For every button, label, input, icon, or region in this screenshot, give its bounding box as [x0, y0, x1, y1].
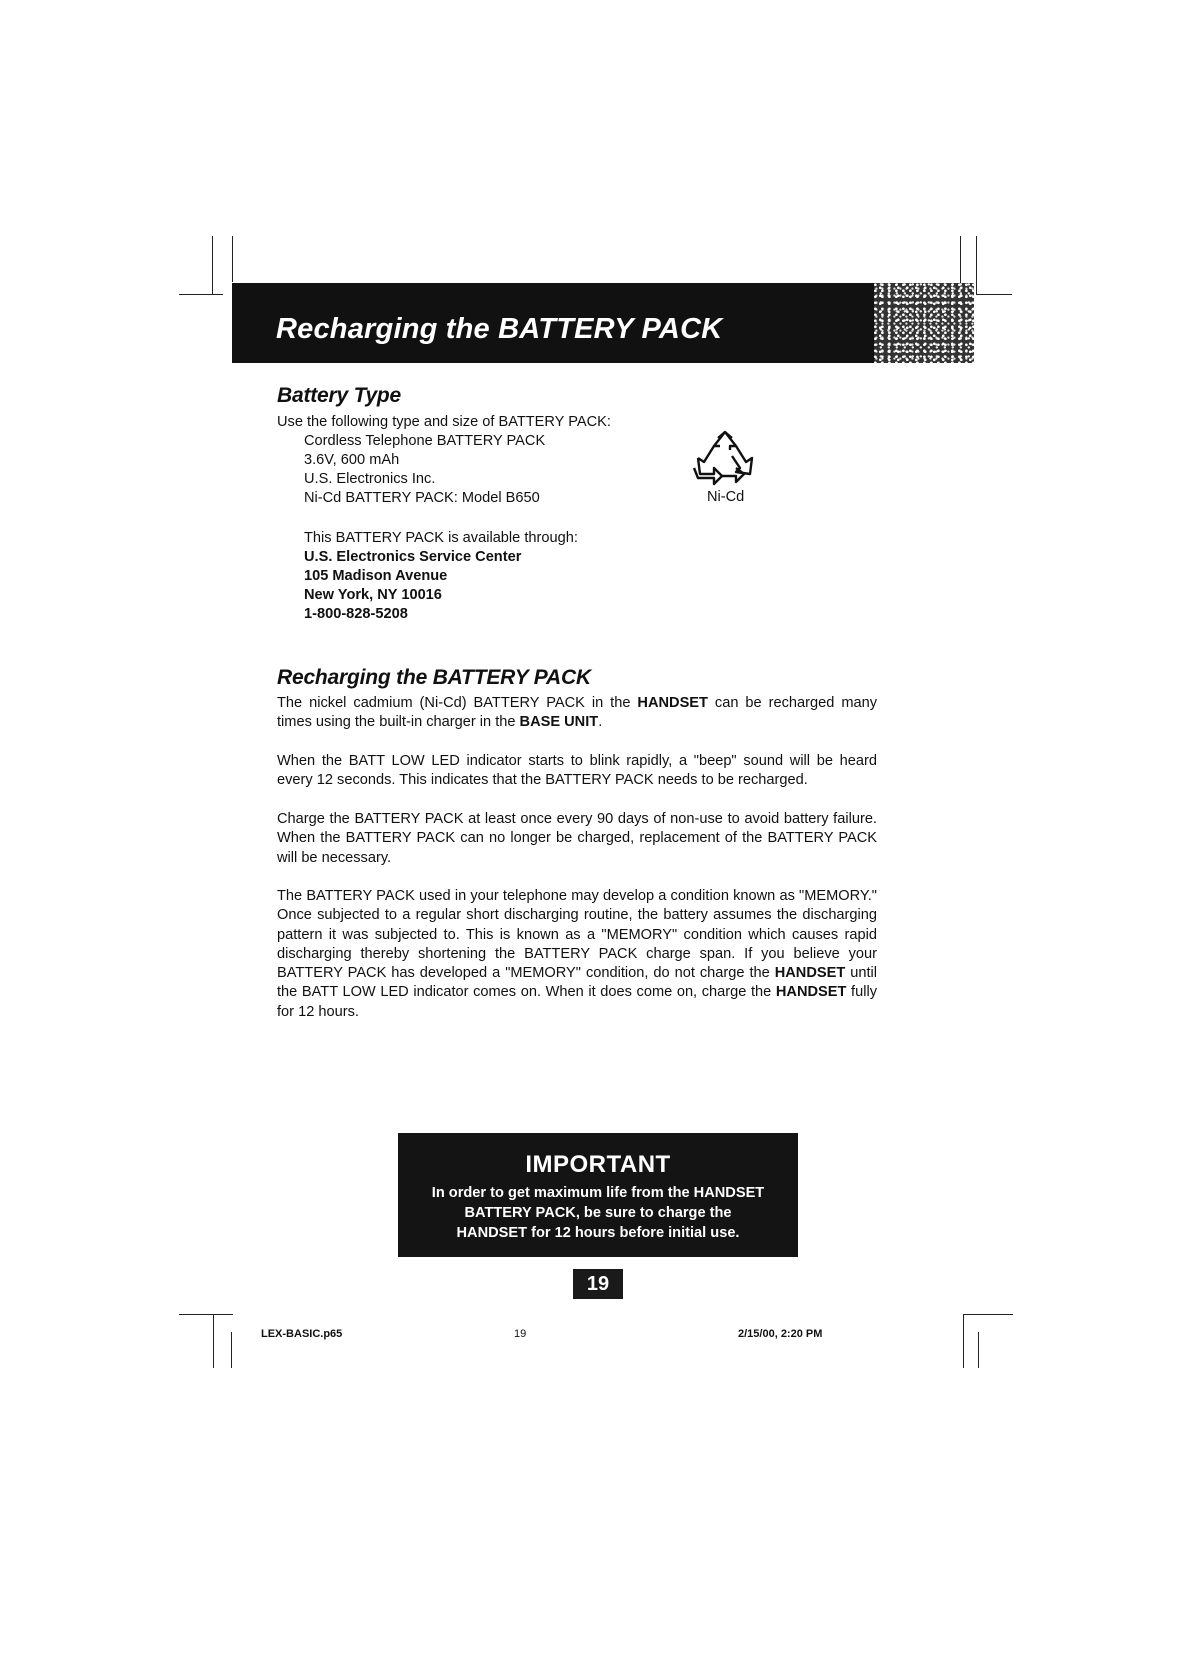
important-notice — [398, 1133, 798, 1257]
important-message — [398, 1183, 798, 1243]
footer-datetime: 2/15/00, 2:20 PM — [738, 1328, 823, 1340]
footer-file: LEX-BASIC.p65 — [261, 1328, 343, 1340]
crop-mark — [963, 1314, 964, 1368]
important-line: HANDSET for 12 hours before initial use. — [456, 1225, 740, 1241]
important-heading: IMPORTANT — [525, 1151, 671, 1178]
footer-page: 19 — [514, 1328, 527, 1340]
title-banner — [232, 283, 974, 363]
crop-mark — [232, 236, 233, 282]
crop-mark — [213, 1314, 214, 1368]
crop-mark — [179, 1314, 233, 1315]
availability-text: This BATTERY PACK is available through: — [304, 530, 578, 546]
recycle-icon — [692, 428, 758, 488]
crop-mark — [963, 1314, 1013, 1315]
important-line: In order to get maximum life from the HANDSET — [431, 1185, 765, 1201]
crop-mark — [978, 1332, 979, 1368]
page-title: Recharging the BATTERY PACK — [276, 313, 723, 345]
halftone-texture — [874, 283, 974, 363]
crop-mark — [179, 294, 223, 295]
battery-type-intro: Use the following type and size of BATTERY PACK: — [277, 414, 611, 430]
recycle-label: Ni-Cd — [707, 489, 745, 505]
service-center-phone: 1-800-828-5208 — [304, 606, 408, 622]
crop-mark — [976, 236, 977, 294]
service-center-street: 105 Madison Avenue — [304, 568, 448, 584]
important-line: BATTERY PACK, be sure to charge the — [464, 1205, 732, 1221]
page-number-badge: 19 — [573, 1269, 623, 1299]
recharging-paragraph-3: Charge the BATTERY PACK at least once every 90 days of non-use to avoid battery failure. When the BATTERY PACK can no longer be charged, replacement of the BATTERY PACK will be necessary. — [277, 811, 877, 866]
crop-mark — [212, 236, 213, 294]
service-center-name: U.S. Electronics Service Center — [304, 549, 522, 565]
spec-line: Ni-Cd BATTERY PACK: Model B650 — [304, 490, 540, 506]
crop-mark — [231, 1332, 232, 1368]
service-center-city: New York, NY 10016 — [304, 587, 442, 603]
recharging-paragraph-4: The BATTERY PACK used in your telephone may develop a condition known as "MEMORY." Once subjected to a regular short discharging routine, the battery assumes the discharging pattern it was subjected to. This is known as a "MEMORY" condition which causes rapid discharging thereby shortening the BATTERY PACK charge span. If you believe your BATTERY PACK has developed a "MEMORY" condition, do not charge the HANDSET until the BATT LOW LED indicator comes on. When it does come on, charge the HANDSET fully for 12 hours. — [277, 888, 878, 1020]
recharging-paragraph-2: When the BATT LOW LED indicator starts to blink rapidly, a "beep" sound will be heard every 12 seconds. This indicates that the BATTERY PACK needs to be recharged. — [277, 753, 877, 789]
crop-mark — [976, 294, 1012, 295]
spec-line: 3.6V, 600 mAh — [304, 452, 400, 468]
battery-type-heading: Battery Type — [277, 384, 402, 407]
spec-line: Cordless Telephone BATTERY PACK — [304, 433, 546, 449]
recharging-heading: Recharging the BATTERY PACK — [277, 666, 591, 689]
spec-line: U.S. Electronics Inc. — [304, 471, 436, 487]
recharging-paragraph-1: The nickel cadmium (Ni-Cd) BATTERY PACK in the HANDSET can be recharged many times using the built-in charger in the BASE UNIT. — [277, 695, 878, 731]
